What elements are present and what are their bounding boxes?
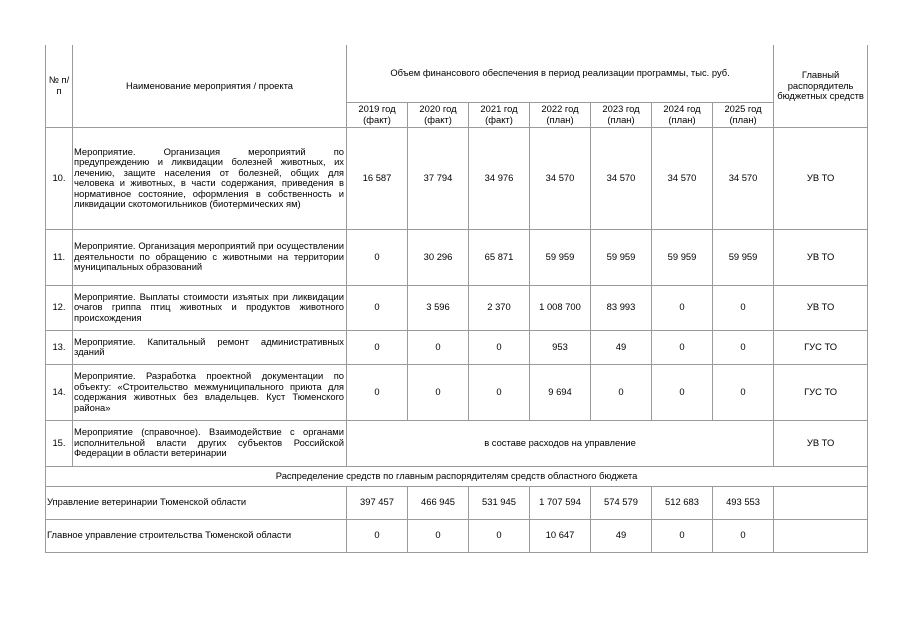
row-value: 34 976 [469, 127, 530, 229]
row-distributor: УВ ТО [774, 127, 868, 229]
row-num: 12. [46, 285, 73, 330]
total-value: 574 579 [591, 486, 652, 519]
row-value: 49 [591, 330, 652, 364]
row-value: 34 570 [652, 127, 713, 229]
row-name: Мероприятие. Разработка проектной документации по объекту: «Строительство межмуниципального приюта для содержания животных без владельцев. Куст Тюменского района» [73, 364, 347, 420]
row-value: 0 [652, 285, 713, 330]
total-name: Главное управление строительства Тюменской области [46, 519, 347, 552]
total-value: 0 [408, 519, 469, 552]
row-num: 14. [46, 364, 73, 420]
table-row [46, 127, 868, 229]
total-value: 397 457 [347, 486, 408, 519]
row-value: 59 959 [591, 229, 652, 285]
row-distributor: ГУС ТО [774, 364, 868, 420]
row-value: 0 [408, 364, 469, 420]
row-value: 0 [408, 330, 469, 364]
total-value: 1 707 594 [530, 486, 591, 519]
header-num: № п/п [46, 45, 73, 127]
row-value: 0 [713, 364, 774, 420]
row-value: 953 [530, 330, 591, 364]
row-value: 0 [591, 364, 652, 420]
total-value: 531 945 [469, 486, 530, 519]
row-value: 0 [347, 364, 408, 420]
header-year: 2024 год (план) [652, 102, 713, 127]
row-distributor: УВ ТО [774, 285, 868, 330]
row-name: Мероприятие (справочное). Взаимодействие с органами исполнительной власти других субъектов Российской Федерации в области ветеринарии [73, 420, 347, 466]
row-num: 15. [46, 420, 73, 466]
header-distributor: Главный распорядитель бюджетных средств [774, 45, 868, 127]
header-volume: Объем финансового обеспечения в период реализации программы, тыс. руб. [347, 45, 774, 102]
row-value: 34 570 [591, 127, 652, 229]
row-num: 11. [46, 229, 73, 285]
total-value: 0 [713, 519, 774, 552]
section-title: Распределение средств по главным распорядителям средств областного бюджета [46, 466, 868, 486]
row-value: 3 596 [408, 285, 469, 330]
total-row [46, 519, 868, 552]
total-distributor-empty [774, 486, 868, 519]
row-value: 59 959 [652, 229, 713, 285]
row-distributor: ГУС ТО [774, 330, 868, 364]
section-row [46, 466, 868, 486]
row-value: 0 [652, 364, 713, 420]
row-num: 10. [46, 127, 73, 229]
row-num: 13. [46, 330, 73, 364]
row-name: Мероприятие. Выплаты стоимости изъятых при ликвидации очагов гриппа птиц животных и продуктов животного происхождения [73, 285, 347, 330]
total-distributor-empty [774, 519, 868, 552]
total-value: 0 [347, 519, 408, 552]
total-row [46, 486, 868, 519]
row-value: 34 570 [713, 127, 774, 229]
row-name: Мероприятие. Капитальный ремонт административных зданий [73, 330, 347, 364]
row-value: 0 [347, 330, 408, 364]
row-value: 30 296 [408, 229, 469, 285]
header-row [46, 45, 868, 102]
row-value: 2 370 [469, 285, 530, 330]
total-value: 512 683 [652, 486, 713, 519]
table-row [46, 285, 868, 330]
header-year: 2022 год (план) [530, 102, 591, 127]
total-value: 0 [469, 519, 530, 552]
row-value: 83 993 [591, 285, 652, 330]
row-value: 9 694 [530, 364, 591, 420]
header-year: 2021 год (факт) [469, 102, 530, 127]
table-row [46, 364, 868, 420]
row-value: 0 [652, 330, 713, 364]
table-row [46, 420, 868, 466]
row-value: 0 [713, 285, 774, 330]
row-value: 0 [469, 330, 530, 364]
total-value: 493 553 [713, 486, 774, 519]
header-year: 2019 год (факт) [347, 102, 408, 127]
total-value: 0 [652, 519, 713, 552]
row-name: Мероприятие. Организация мероприятий по предупреждению и ликвидации болезней животных, их лечению, защите населения от болезней, общих для человека и животных, в части содержания, приведения в нормативное состояние, оформления в собственность и ликвидации скотомогильников (биотермических ям) [73, 127, 347, 229]
row-value: 37 794 [408, 127, 469, 229]
row-name: Мероприятие. Организация мероприятий при осуществлении деятельности по обращению с животными на территории муниципальных образований [73, 229, 347, 285]
row-value: 0 [347, 285, 408, 330]
header-year: 2020 год (факт) [408, 102, 469, 127]
total-value: 466 945 [408, 486, 469, 519]
header-year: 2023 год (план) [591, 102, 652, 127]
row-value: 0 [713, 330, 774, 364]
row-value: 0 [469, 364, 530, 420]
row-value: 65 871 [469, 229, 530, 285]
table-row [46, 229, 868, 285]
row-distributor: УВ ТО [774, 420, 868, 466]
budget-table [45, 45, 868, 553]
row-distributor: УВ ТО [774, 229, 868, 285]
row-merged-note: в составе расходов на управление [347, 420, 774, 466]
total-value: 10 647 [530, 519, 591, 552]
row-value: 1 008 700 [530, 285, 591, 330]
total-name: Управление ветеринарии Тюменской области [46, 486, 347, 519]
header-year: 2025 год (план) [713, 102, 774, 127]
row-value: 16 587 [347, 127, 408, 229]
header-name: Наименование мероприятия / проекта [73, 45, 347, 127]
row-value: 59 959 [530, 229, 591, 285]
row-value: 34 570 [530, 127, 591, 229]
row-value: 59 959 [713, 229, 774, 285]
row-value: 0 [347, 229, 408, 285]
total-value: 49 [591, 519, 652, 552]
table-row [46, 330, 868, 364]
